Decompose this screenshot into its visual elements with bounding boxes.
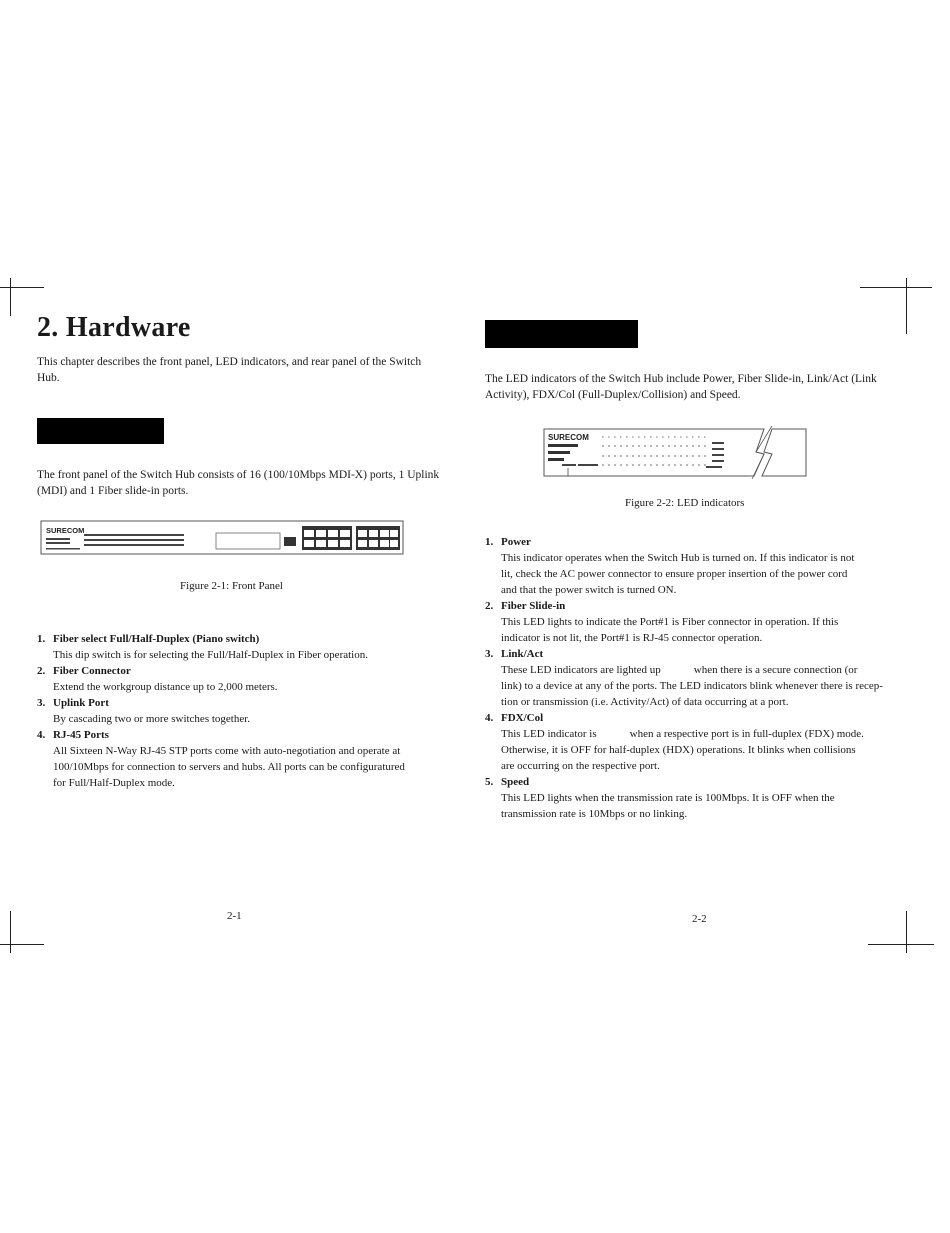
list-item <box>37 695 447 727</box>
item-heading: Speed <box>501 776 530 788</box>
item-description: transmission rate is 10Mbps or no linking. <box>501 808 688 820</box>
front-panel-line: (MDI) and 1 Fiber slide-in ports. <box>37 485 189 497</box>
page-number-left: 2-1 <box>227 910 242 922</box>
figure-2-1-caption: Figure 2-1: Front Panel <box>180 580 283 592</box>
item-description: 100/10Mbps for connection to servers and hubs. All ports can be configuratured <box>53 761 405 773</box>
item-heading: Fiber Connector <box>53 665 131 677</box>
list-item <box>485 646 905 710</box>
item-heading: FDX/Col <box>501 712 544 724</box>
front-panel-item-list <box>37 631 447 791</box>
intro-paragraph <box>37 354 437 386</box>
list-item <box>485 534 905 598</box>
front-panel-brand: SURECOM <box>46 526 85 535</box>
led-figure-brand: SURECOM <box>548 433 589 442</box>
item-description: lit, check the AC power connector to ensure proper insertion of the power cord <box>501 568 848 580</box>
item-description: indicator is not lit, the Port#1 is RJ-45 connector operation. <box>501 632 763 644</box>
item-number: 4. <box>485 712 494 724</box>
item-heading: Fiber select Full/Half-Duplex (Piano switch) <box>53 633 260 645</box>
list-item <box>485 774 905 822</box>
item-number: 3. <box>485 648 494 660</box>
uplink-port <box>284 537 296 546</box>
list-item <box>37 727 447 791</box>
page-number-right: 2-2 <box>692 913 707 925</box>
item-number: 1. <box>37 633 46 645</box>
item-heading: Uplink Port <box>53 697 109 709</box>
crop-mark <box>10 911 11 953</box>
item-description: All Sixteen N-Way RJ-45 STP ports come with auto-negotiation and operate at <box>53 745 401 757</box>
chapter-title: 2. Hardware <box>37 312 191 343</box>
crop-mark <box>860 287 932 288</box>
item-description: for Full/Half-Duplex mode. <box>53 777 175 789</box>
item-description: This LED indicator is when a respective port is in full-duplex (FDX) mode. <box>501 728 864 740</box>
crop-mark <box>868 944 934 945</box>
item-number: 2. <box>485 600 494 612</box>
crop-mark <box>0 944 44 945</box>
item-number: 1. <box>485 536 494 548</box>
item-description: Otherwise, it is OFF for half-duplex (HDX) operations. It blinks when collisions <box>501 744 856 756</box>
item-heading: RJ-45 Ports <box>53 729 109 741</box>
list-item <box>485 598 905 646</box>
led-intro-paragraph <box>485 371 895 403</box>
led-item-list <box>485 534 905 822</box>
list-item <box>37 663 447 695</box>
item-description: Extend the workgroup distance up to 2,000 meters. <box>53 681 278 693</box>
item-description: By cascading two or more switches together. <box>53 713 251 725</box>
list-item <box>37 631 447 663</box>
crop-mark <box>10 278 11 316</box>
item-description: tion or transmission (i.e. Activity/Act) of data occurring at a port. <box>501 696 789 708</box>
intro-line: Hub. <box>37 372 60 384</box>
item-description: These LED indicators are lighted up when there is a secure connection (or <box>501 664 858 676</box>
item-description: This indicator operates when the Switch Hub is turned on. If this indicator is not <box>501 552 855 564</box>
section-heading-bar <box>37 418 164 444</box>
intro-line: Activity), FDX/Col (Full-Duplex/Collision) and Speed. <box>485 389 741 401</box>
item-heading: Link/Act <box>501 648 544 660</box>
crop-mark <box>0 287 44 288</box>
intro-line: This chapter describes the front panel, LED indicators, and rear panel of the Switch <box>37 356 422 368</box>
item-description: link) to a device at any of the ports. The LED indicators blink whenever there is recep- <box>501 680 883 692</box>
front-panel-figure <box>40 520 404 556</box>
item-number: 4. <box>37 729 46 741</box>
item-description: This LED lights to indicate the Port#1 is Fiber connector in operation. If this <box>501 616 839 628</box>
front-panel-line: The front panel of the Switch Hub consists of 16 (100/10Mbps MDI-X) ports, 1 Uplink <box>37 469 440 481</box>
crop-mark <box>906 911 907 953</box>
intro-line: The LED indicators of the Switch Hub include Power, Fiber Slide-in, Link/Act (Link <box>485 373 877 385</box>
list-item <box>485 710 905 774</box>
figure-2-2-caption: Figure 2-2: LED indicators <box>625 497 745 509</box>
item-number: 5. <box>485 776 494 788</box>
item-description: and that the power switch is turned ON. <box>501 584 677 596</box>
item-heading: Power <box>501 536 531 548</box>
section-heading-bar <box>485 320 638 348</box>
item-number: 2. <box>37 665 46 677</box>
item-heading: Fiber Slide-in <box>501 600 566 612</box>
item-description: This LED lights when the transmission rate is 100Mbps. It is OFF when the <box>501 792 835 804</box>
item-description: are occurring on the respective port. <box>501 760 660 772</box>
front-panel-paragraph <box>37 467 447 499</box>
led-indicator-figure <box>542 424 808 480</box>
item-description: This dip switch is for selecting the Full/Half-Duplex in Fiber operation. <box>53 649 368 661</box>
item-number: 3. <box>37 697 46 709</box>
